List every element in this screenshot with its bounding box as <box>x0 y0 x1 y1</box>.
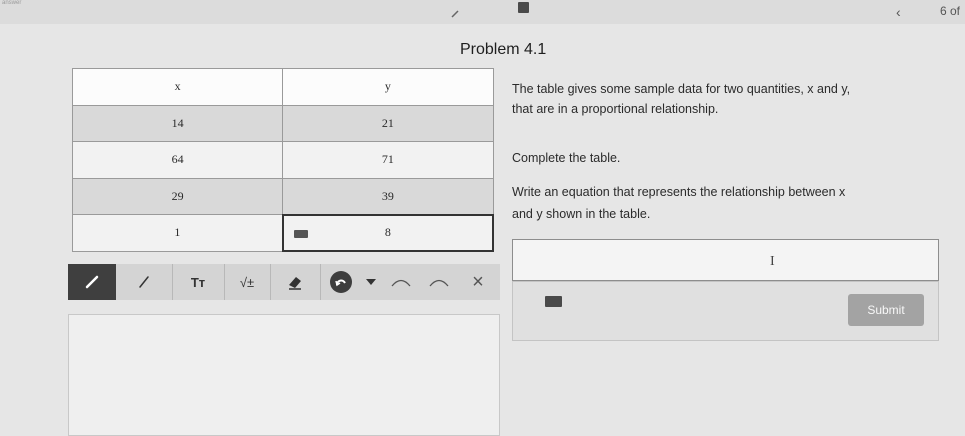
pen-icon[interactable] <box>451 5 459 13</box>
table-input-cell-y[interactable] <box>283 215 493 252</box>
text-tool-label: Tт <box>190 274 206 290</box>
table-row <box>73 105 494 142</box>
table-cell-y: 39 <box>283 178 493 215</box>
grid-icon[interactable] <box>518 2 529 13</box>
keyboard-icon[interactable] <box>545 296 562 307</box>
arc-tool-button[interactable] <box>420 264 458 300</box>
close-icon: × <box>472 270 484 293</box>
chevron-left-icon[interactable]: ‹ <box>896 4 901 20</box>
undo-button[interactable] <box>326 264 356 300</box>
table-cell-x: 14 <box>73 105 283 142</box>
top-bar <box>0 0 965 24</box>
arc-icon <box>428 275 450 289</box>
math-tool-button[interactable] <box>224 264 271 300</box>
table-header-y: y <box>283 69 493 106</box>
answer-input[interactable] <box>512 239 939 281</box>
close-tool-button[interactable] <box>458 264 498 300</box>
drawing-toolbar <box>68 264 500 300</box>
data-table <box>72 68 494 252</box>
pen-tool-icon <box>84 274 100 290</box>
curve-icon <box>390 275 412 289</box>
undo-icon <box>330 271 352 293</box>
table-cell-y-value: 8 <box>384 225 391 240</box>
top-faded-label: answer <box>2 0 22 6</box>
pen-tool-button[interactable] <box>68 264 116 300</box>
chevron-down-icon <box>365 278 377 286</box>
instruction-line-3: Complete the table. <box>512 151 621 165</box>
problem-title: Problem 4.1 <box>460 41 547 58</box>
table-cell-x: 1 <box>73 215 283 252</box>
table-cell-y: 21 <box>283 105 493 142</box>
page-indicator: 6 of <box>940 4 961 18</box>
instruction-line-1: The table gives some sample data for two quantities, x and y, <box>512 82 851 96</box>
table-row <box>73 178 494 215</box>
table-row <box>73 142 494 179</box>
line-tool-icon <box>136 274 152 290</box>
keyboard-icon[interactable] <box>294 230 308 238</box>
eraser-icon <box>285 272 305 292</box>
table-header-x: x <box>73 69 283 106</box>
table-cell-x: 29 <box>73 178 283 215</box>
table-cell-y: 71 <box>283 142 493 179</box>
instruction-line-4: Write an equation that represents the relationship between x <box>512 185 846 199</box>
curve-tool-button[interactable] <box>382 264 420 300</box>
text-cursor: I <box>770 254 775 269</box>
instruction-line-2: that are in a proportional relationship. <box>512 102 719 116</box>
drawing-canvas[interactable] <box>68 314 500 436</box>
text-tool-button[interactable] <box>172 264 225 300</box>
table-row <box>73 215 494 252</box>
instruction-line-5: and y shown in the table. <box>512 207 651 221</box>
eraser-tool-button[interactable] <box>270 264 321 300</box>
submit-button[interactable]: Submit <box>848 294 924 326</box>
table-cell-x: 64 <box>73 142 283 179</box>
table-header-row <box>73 69 494 106</box>
math-tool-label: √± <box>239 274 255 290</box>
line-tool-button[interactable] <box>116 264 173 300</box>
undo-dropdown[interactable] <box>360 264 382 300</box>
